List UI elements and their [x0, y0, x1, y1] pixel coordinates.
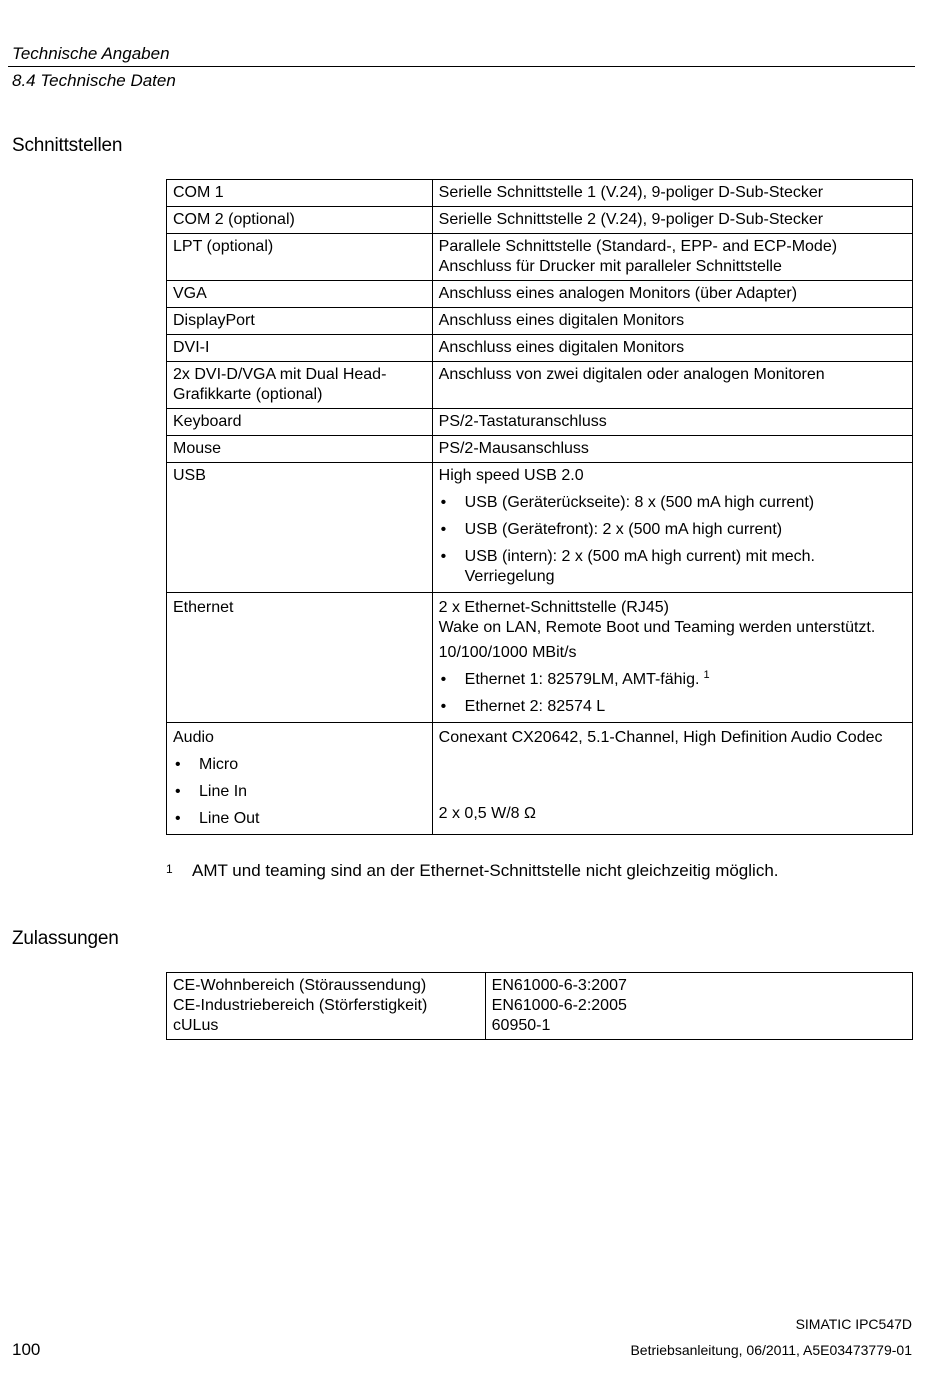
- row-label: Mouse: [167, 436, 433, 463]
- row-label: Ethernet: [167, 593, 433, 723]
- usb-port-list: [439, 493, 906, 587]
- approval-values: [485, 973, 912, 1040]
- row-value: PS/2-Mausanschluss: [432, 436, 912, 463]
- row-label: LPT (optional): [167, 234, 433, 281]
- row-value-line: Anschluss für Drucker mit paralleler Schnittstelle: [438, 258, 782, 275]
- footnote: [166, 861, 779, 881]
- row-label: VGA: [167, 281, 433, 308]
- table-row: [167, 234, 913, 281]
- list-item-text: Verriegelung: [464, 568, 555, 585]
- table-row: [167, 973, 913, 1040]
- approval-value: EN61000-6-3:2007: [491, 977, 627, 994]
- ethernet-list: [439, 670, 906, 717]
- list-item: • Line In: [173, 782, 426, 802]
- audio-codec: Conexant CX20642, 5.1-Channel, High Definition Audio Codec: [438, 729, 883, 746]
- row-value-line: Parallele Schnittstelle (Standard-, EPP- and ECP-Mode): [438, 238, 838, 255]
- row-value: [432, 234, 912, 281]
- row-value: [432, 463, 912, 593]
- table-row: [167, 180, 913, 207]
- table-row-usb: [167, 463, 913, 593]
- row-label: DVI-I: [167, 335, 433, 362]
- row-label: [167, 723, 433, 835]
- row-value: Anschluss eines digitalen Monitors: [432, 308, 912, 335]
- table-row: [167, 436, 913, 463]
- list-item: • USB (Gerätefront): 2 x (500 mA high current): [439, 520, 906, 540]
- footnote-ref: 1: [703, 668, 710, 681]
- row-label: COM 2 (optional): [167, 207, 433, 234]
- ethernet-line: 2 x Ethernet-Schnittstelle (RJ45): [438, 599, 669, 616]
- approvals-heading: Zulassungen: [12, 928, 119, 949]
- running-header-chapter: Technische Angaben: [12, 44, 170, 63]
- audio-port-list: [173, 755, 426, 829]
- list-item: • Micro: [173, 755, 426, 775]
- footer-product: SIMATIC IPC547D: [795, 1316, 912, 1332]
- row-value: Serielle Schnittstelle 1 (V.24), 9-poliger D-Sub-Stecker: [432, 180, 912, 207]
- approval-value: 60950-1: [491, 1017, 551, 1034]
- audio-output: 2 x 0,5 W/8 Ω: [438, 805, 536, 822]
- row-value: [432, 593, 912, 723]
- list-item: • Line Out: [173, 809, 426, 829]
- interfaces-heading: Schnittstellen: [12, 135, 123, 156]
- row-value: PS/2-Tastaturanschluss: [432, 409, 912, 436]
- row-label: COM 1: [167, 180, 433, 207]
- approval-label: CE-Industriebereich (Störferstigkeit): [173, 997, 428, 1014]
- row-value: Anschluss eines digitalen Monitors: [432, 335, 912, 362]
- usb-speed: High speed USB 2.0: [438, 467, 584, 484]
- row-label: USB: [167, 463, 433, 593]
- row-value: Anschluss eines analogen Monitors (über Adapter): [432, 281, 912, 308]
- footnote-text: AMT und teaming sind an der Ethernet-Schnittstelle nicht gleichzeitig möglich.: [192, 861, 779, 880]
- list-item-text: Ethernet 1: 82579LM, AMT-fähig.: [464, 671, 700, 688]
- row-value: [432, 723, 912, 835]
- approvals-table: [166, 972, 913, 1040]
- approval-label: CE-Wohnbereich (Störaussendung): [173, 977, 427, 994]
- list-item: • Ethernet 2: 82574 L: [439, 697, 906, 717]
- list-item: • USB (Geräterückseite): 8 x (500 mA high current): [439, 493, 906, 513]
- row-label-line: Grafikkarte (optional): [173, 386, 323, 403]
- audio-label: Audio: [173, 729, 214, 746]
- table-row: [167, 409, 913, 436]
- table-row: [167, 335, 913, 362]
- approval-label: cULus: [173, 1017, 219, 1034]
- row-label: Keyboard: [167, 409, 433, 436]
- interfaces-table: [166, 179, 913, 835]
- header-rule: [8, 66, 915, 67]
- footer-document-id: Betriebsanleitung, 06/2011, A5E03473779-01: [630, 1342, 912, 1358]
- row-label: DisplayPort: [167, 308, 433, 335]
- footnote-mark: 1: [166, 862, 173, 876]
- row-value: Anschluss von zwei digitalen oder analogen Monitoren: [432, 362, 912, 409]
- table-row: [167, 308, 913, 335]
- list-item: [439, 547, 906, 587]
- row-label: [167, 362, 433, 409]
- table-row-ethernet: [167, 593, 913, 723]
- approval-labels: [167, 973, 486, 1040]
- list-item-text: USB (intern): 2 x (500 mA high current) mit mech.: [464, 548, 815, 565]
- table-row: [167, 207, 913, 234]
- list-item: [439, 670, 906, 690]
- row-value: Serielle Schnittstelle 2 (V.24), 9-poliger D-Sub-Stecker: [432, 207, 912, 234]
- row-label-line: 2x DVI-D/VGA mit Dual Head-: [173, 366, 387, 383]
- running-header-section: 8.4 Technische Daten: [12, 71, 176, 90]
- table-row: [167, 281, 913, 308]
- table-row-audio: [167, 723, 913, 835]
- page-number: 100: [12, 1340, 41, 1359]
- table-row: [167, 362, 913, 409]
- ethernet-line: Wake on LAN, Remote Boot und Teaming werden unterstützt.: [438, 619, 876, 636]
- ethernet-line: 10/100/1000 MBit/s: [438, 644, 577, 661]
- approval-value: EN61000-6-2:2005: [491, 997, 627, 1014]
